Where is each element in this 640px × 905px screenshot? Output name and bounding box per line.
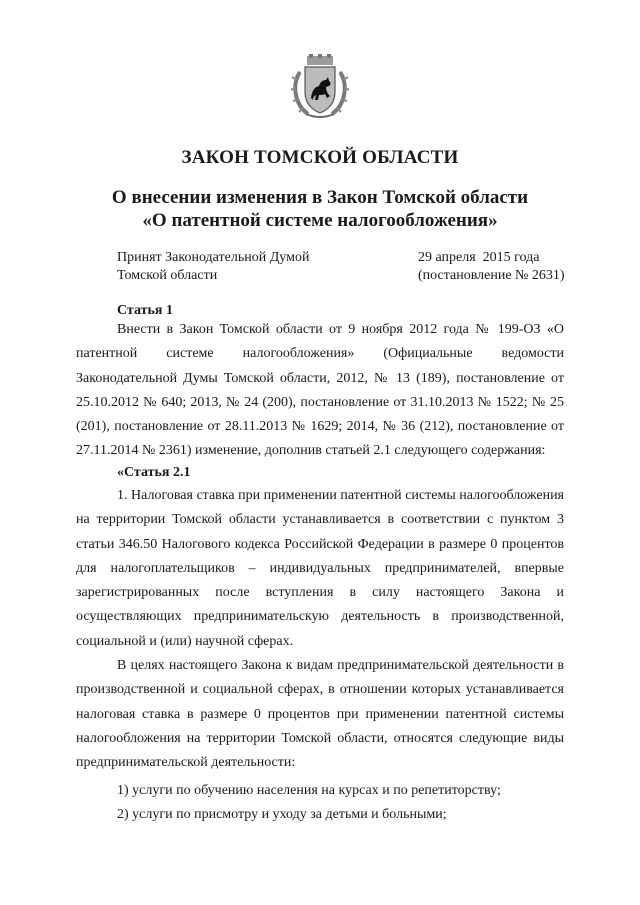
article21-heading: «Статья 2.1 [117,465,191,480]
list-item: 2) услуги по присмотру и уходу за детьми и больными; [117,807,447,822]
adopted-line1: Принят Законодательной Думой [117,250,310,265]
law-subtitle-line1: О внесении изменения в Закон Томской области [111,187,529,208]
article21-paragraph2: В целях настоящего Закона к видам предпринимательской деятельности в производственной и социальной сферах, в отношении которых устанавливается налоговая ставка в размере 0 процентов при применении патентной системы налогообложения на территории Томской области, относятся следующие виды предпринимательской деятельности: [76,658,564,771]
law-subtitle-line2: «О патентной системе налогообложения» [142,210,498,231]
adoption-date [418,249,565,285]
law-subtitle [0,186,640,232]
tomsk-coat-of-arms-icon [290,54,350,120]
law-title: ЗАКОН ТОМСКОЙ ОБЛАСТИ [181,147,459,168]
adopted-by [117,249,309,285]
article21-paragraph1: 1. Налоговая ставка при применении патентной системы налогообложения на территории Томской области устанавливается в соответствии с пунктом 3 статьи 346.50 Налогового кодекса Российской Федерации в размере 0 процентов для налогоплательщиков – индивидуальных предпринимателей, впервые зарегистрированных после вступления в силу настоящего Закона и осуществляющих предпринимательскую деятельность в производственной, социальной и (или) научной сферах. [76,488,564,649]
list-item: 1) услуги по обучению населения на курсах и по репетиторству; [117,783,501,798]
date-line2: (постановление № 2631) [418,268,565,283]
article1-text: Внести в Закон Томской области от 9 ноября 2012 года № 199-ОЗ «О патентной системе налогообложения» (Официальные ведомости Законодательной Думы Томской области, 2012, № 13 (189), постановление от 25.10.2012 № 640; 2013, № 24 (200), постановление от 31.10.2013 № 1522; № 25 (201), постановление от 28.11.2013 № 1629; 2014, № 36 (212), постановление от 27.11.2014 № 2361) изменение, дополнив статьей 2.1 следующего содержания: [76,322,564,459]
date-line1: 29 апреля 2015 года [418,250,540,265]
article1-heading: Статья 1 [117,303,173,318]
adopted-line2: Томской области [117,268,218,283]
